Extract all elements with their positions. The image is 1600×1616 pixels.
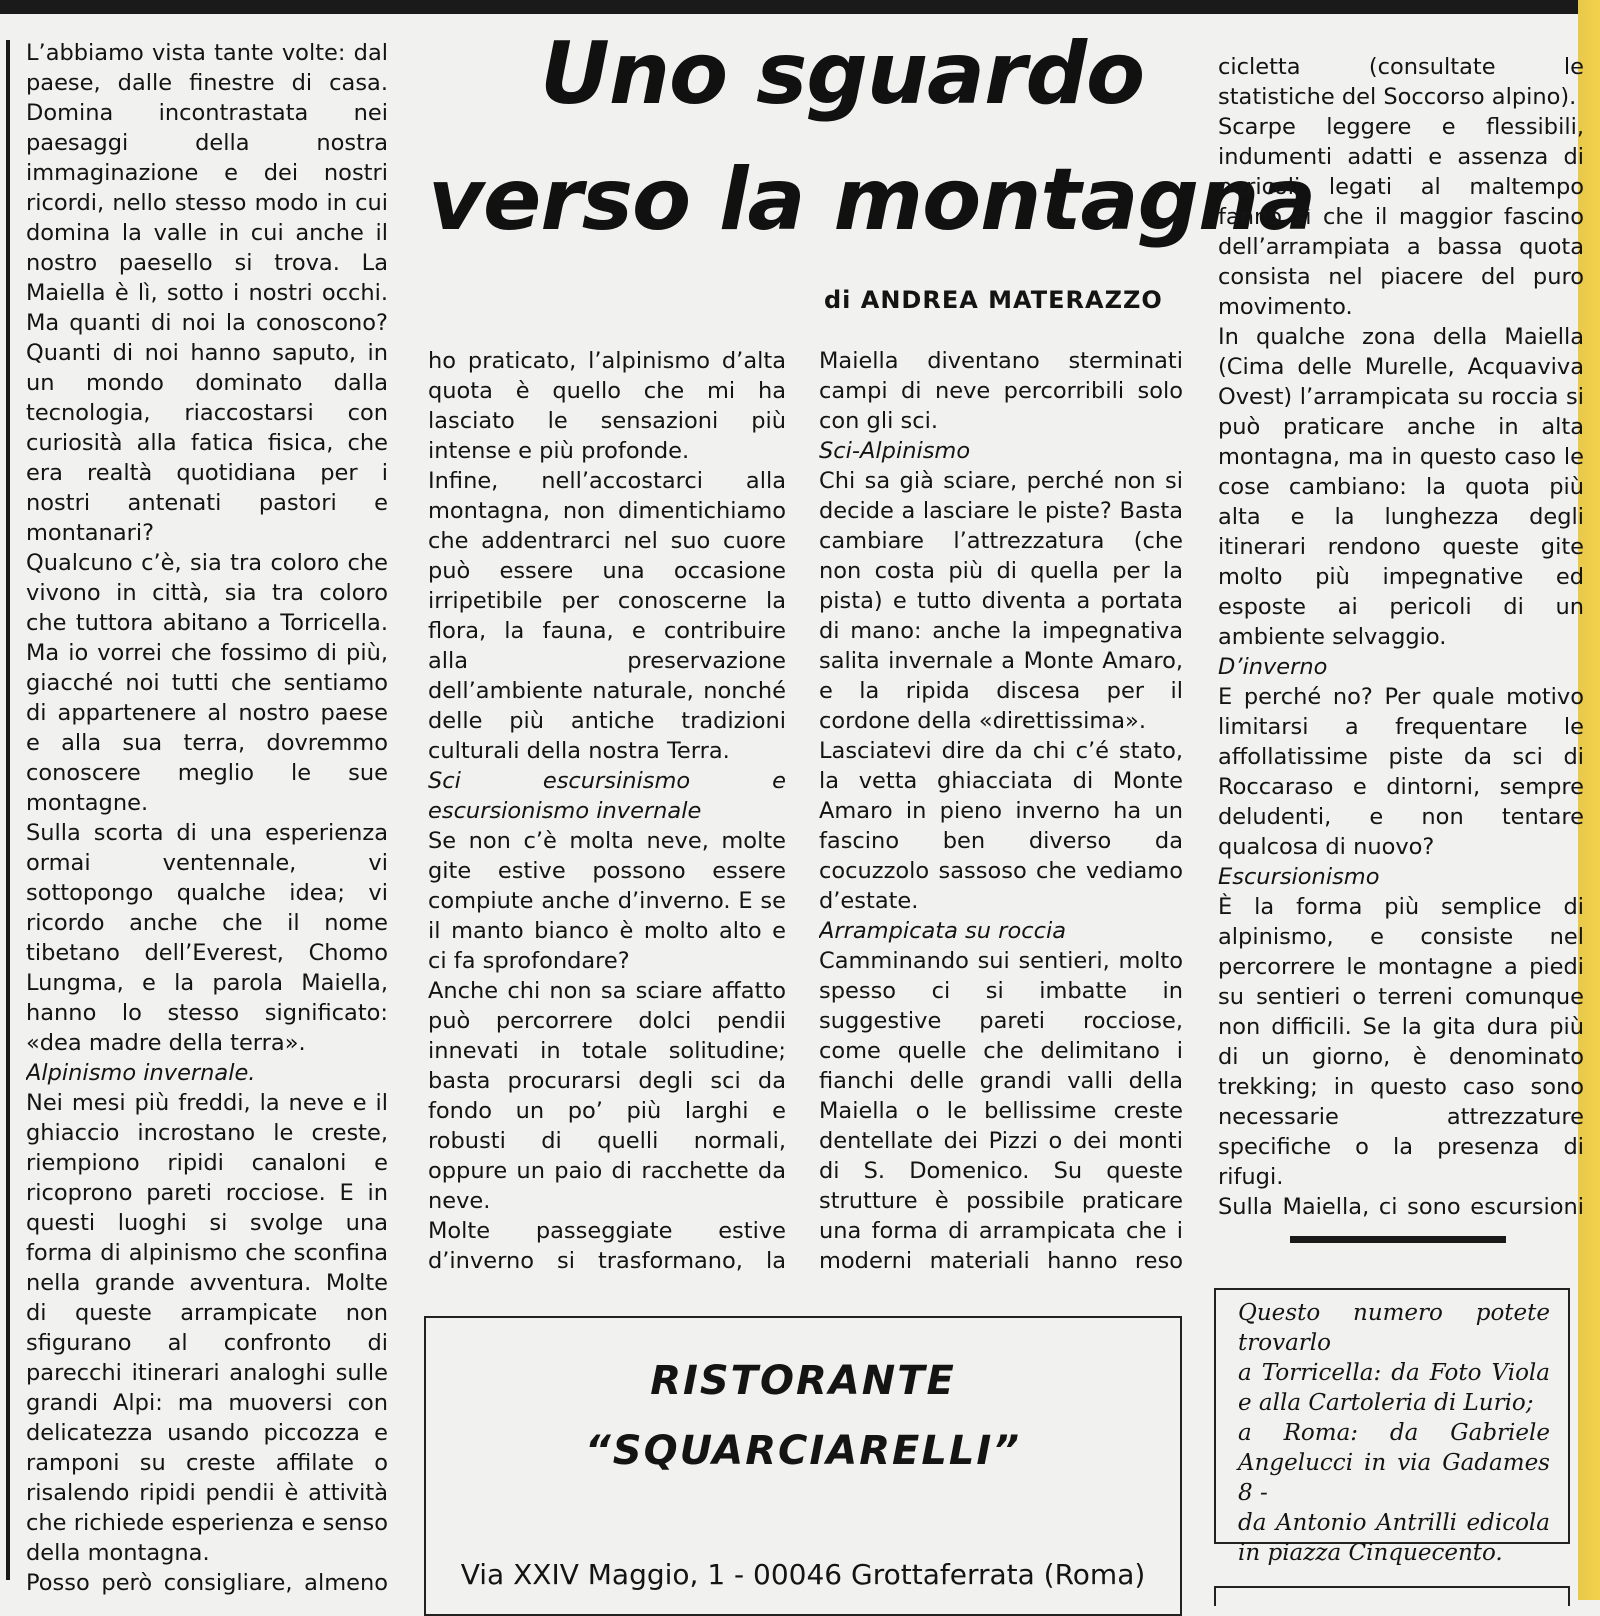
- byline: di ANDREA MATERAZZO: [824, 286, 1163, 314]
- left-column-rule: [6, 40, 10, 1580]
- article-column-3: [819, 346, 1183, 1276]
- section-subheading: Alpinismo invernale.: [26, 1060, 256, 1086]
- headline-line-1: Uno sguardo: [540, 24, 1145, 124]
- article-paragraph: cicletta (consultate le statistiche del Soccorso alpino).: [1218, 54, 1584, 110]
- article-paragraph: Sulla scorta di una esperienza ormai ventennale, vi sottopongo qualche idea; vi ricordo anche che il nome tibetano dell’Everest, Chomo Lungma, e la parola Maiella, hanno lo stesso significato: «dea madre della terra».: [26, 820, 388, 1056]
- availability-roma-2: da Antonio Antrilli edicola in piazza Cinquecento.: [1238, 1510, 1550, 1566]
- article-paragraph: Posso però consigliare, almeno: [26, 1570, 388, 1596]
- availability-roma-1: a Roma: da Gabriele Angelucci in via Gadames 8 -: [1238, 1420, 1550, 1506]
- headline-line-2: verso la montagna: [428, 150, 1316, 250]
- section-subheading: D’inverno: [1218, 654, 1328, 680]
- article-paragraph: Nei mesi più freddi, la neve e il ghiaccio incrostano le creste, riempiono ripidi canaloni e ricoprono pareti rocciose. E in questi luoghi si svolge una forma di alpinismo che sconfina nella grande avventura. Molte di queste arrampicate non sfigurano al confronto di parecchi itinerari analoghi sulle grandi Alpi: ma muoversi con delicatezza usando piccozza e ramponi su creste affilate o risalendo ripidi pendii è attività che richiede esperienza e senso della montagna.: [26, 1090, 388, 1566]
- availability-box: [1214, 1288, 1570, 1566]
- article-paragraph: L’abbiamo vista tante volte: dal paese, dalle finestre di casa. Domina incontrastata nei paesaggi della nostra immaginazione e dei nostri ricordi, nello stesso modo in cui domina la valle in cui anche il nostro paesello si trova. La Maiella è lì, sotto i nostri occhi. Ma quanti di noi la conoscono? Quanti di noi hanno saputo, in un mondo dominato dalla tecnologia, riaccostarsi con curiosità alla fatica fisica, che era realtà quotidiana per i nostri antenati pastori e montanari?: [26, 40, 388, 546]
- top-rule: [0, 0, 1582, 14]
- section-subheading: Arrampicata su roccia: [819, 918, 1066, 944]
- ad-restaurant-name: “SQUARCIARELLI”: [585, 1428, 1021, 1474]
- article-column-4: [1218, 52, 1584, 1224]
- article-paragraph: E perché no? Per quale motivo limitarsi a frequentare le affollatissime piste da sci di Roccaraso e dintorni, sempre deludenti, e non tentare qualcosa di nuovo?: [1218, 684, 1584, 860]
- article-paragraph: Qualcuno c’è, sia tra coloro che vivono in città, sia tra coloro che tuttora abitano a Torricella. Ma io vorrei che fossimo di più, giacché noi tutti che sentiamo di appartenere al nostro paese e alla sua terra, dovremmo conoscere meglio le sue montagne.: [26, 550, 388, 816]
- article-paragraph: Camminando sui sentieri, molto spesso ci si imbatte in suggestive pareti rocciose, come quelle che delimitano i fianchi delle grandi valli della Maiella o le bellissime creste dentellate dei Pizzi o dei monti di S. Domenico. Su queste strutture è possibile praticare una forma di arrampicata che i moderni materiali hanno reso: [819, 948, 1183, 1274]
- article-paragraph: Se non c’è molta neve, molte gite estive possono essere compiute anche d’inverno. E se il manto bianco è molto alto e ci fa sprofondare?: [428, 828, 786, 974]
- section-subheading: Escursionismo: [1218, 864, 1380, 890]
- article-paragraph: Scarpe leggere e flessibili, indumenti adatti e assenza di pericoli legati al maltempo fanno sì che il maggior fascino dell’arrampiata a bassa quota consista nel piacere del puro movimento.: [1218, 114, 1584, 320]
- article-paragraph: Anche chi non sa sciare affatto può percorrere dolci pendii innevati in totale solitudine; basta procurarsi degli sci da fondo un po’ più larghi e robusti di quelli normali, oppure un paio di racchette da neve.: [428, 978, 786, 1214]
- ad-title: RISTORANTE: [650, 1358, 956, 1404]
- article-end-rule: [1290, 1236, 1506, 1243]
- article-paragraph: È la forma più semplice di alpinismo, e consiste nel percorrere le montagne a piedi su sentieri o terreni comunque non difficili. Se la gita dura più di un giorno, è denominato trekking; in questo caso sono necessarie attrezzature specifiche o la presenza di rifugi.: [1218, 894, 1584, 1190]
- availability-intro: Questo numero potete trovarlo: [1238, 1300, 1550, 1356]
- article-paragraph: Molte passeggiate estive d’inverno si trasformano, la: [428, 1218, 786, 1274]
- availability-torricella: a Torricella: da Foto Viola e alla Cartoleria di Lurio;: [1238, 1360, 1550, 1416]
- ad-address: Via XXIV Maggio, 1 - 00046 Grottaferrata (Roma): [460, 1558, 1146, 1591]
- article-paragraph: In qualche zona della Maiella (Cima delle Murelle, Acquaviva Ovest) l’arrampicata su roccia si può praticare anche in alta montagna, ma in questo caso le cose cambiano: la quota più alta e la lunghezza degli itinerari rendono queste gite molto più impegnative ed esposte ai pericoli di un ambiente selvaggio.: [1218, 324, 1584, 650]
- article-column-1: [26, 38, 388, 1600]
- section-subheading: Sci-Alpinismo: [819, 438, 971, 464]
- section-subheading: Sci escursinismo e escursionismo invernale: [428, 768, 786, 824]
- article-paragraph: Infine, nell’accostarci alla montagna, non dimentichiamo che addentrarci nel suo cuore può essere una occasione irripetibile per conoscerne la flora, la fauna, e contribuire alla preservazione dell’ambiente naturale, nonché delle più antiche tradizioni culturali della nostra Terra.: [428, 468, 786, 764]
- article-paragraph: Lasciatevi dire da chi c’é stato, la vetta ghiacciata di Monte Amaro in pieno inverno ha un fascino ben diverso da cocuzzolo sassoso che vediamo d’estate.: [819, 738, 1183, 914]
- article-paragraph: Sulla Maiella, ci sono escursioni: [1218, 1194, 1584, 1220]
- restaurant-ad: [424, 1316, 1182, 1616]
- next-box-edge: [1214, 1586, 1570, 1606]
- article-paragraph: Chi sa già sciare, perché non si decide a lasciare le piste? Basta cambiare l’attrezzatura (che non costa più di quella per la pista) e tutto diventa a portata di mano: anche la impegnativa salita invernale a Monte Amaro, e la ripida discesa per il cordone della «direttissima».: [819, 468, 1183, 734]
- article-paragraph: Maiella diventano sterminati campi di neve percorribili solo con gli sci.: [819, 348, 1183, 434]
- article-column-2: [428, 346, 786, 1276]
- article-paragraph: ho praticato, l’alpinismo d’alta quota è quello che mi ha lasciato le sensazioni più intense e più profonde.: [428, 348, 786, 464]
